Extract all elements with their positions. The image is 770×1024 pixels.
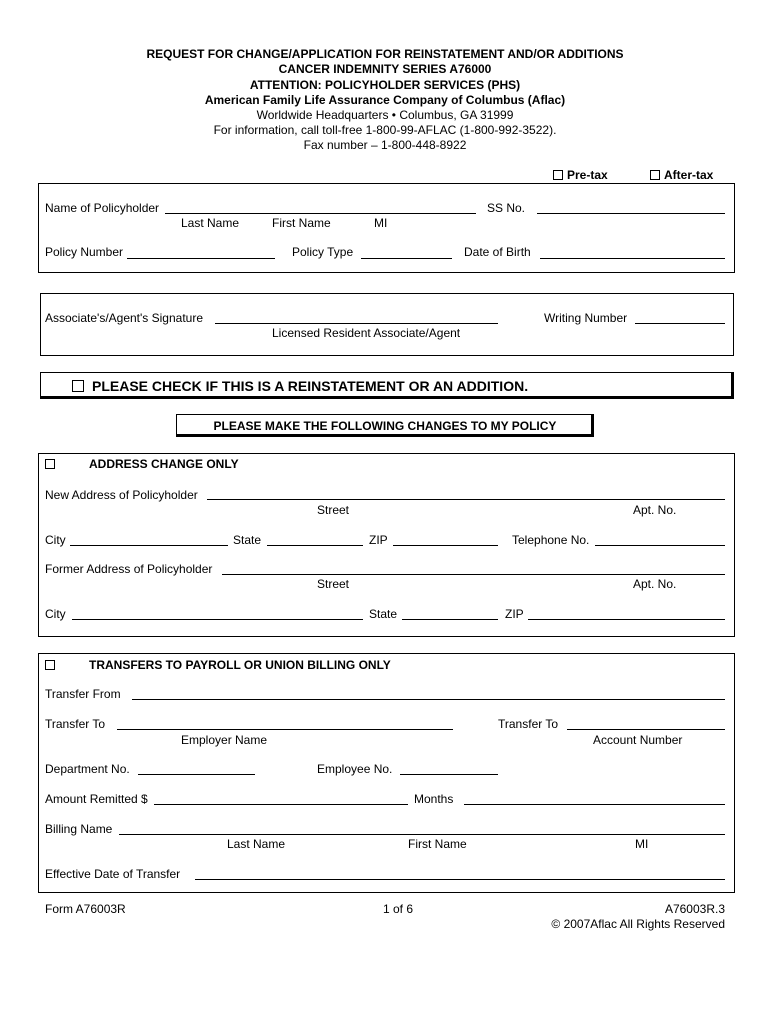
series-line: CANCER INDEMNITY SERIES A76000 <box>278 62 492 76</box>
info-line: For information, call toll-free 1-800-99-AFLAC (1-800-992-3522). <box>213 123 557 137</box>
checkbox-icon[interactable] <box>650 170 660 180</box>
department-label: Department No. <box>45 762 130 776</box>
reinstatement-option[interactable] <box>72 378 528 394</box>
checkbox-icon[interactable] <box>45 459 55 469</box>
former-zip-label: ZIP <box>505 607 524 621</box>
first-name-caption: First Name <box>272 216 331 230</box>
months-label: Months <box>414 792 454 806</box>
employee-label: Employee No. <box>317 762 393 776</box>
state-field[interactable] <box>267 545 363 546</box>
attention-line: ATTENTION: POLICYHOLDER SERVICES (PHS) <box>249 78 521 92</box>
form-code: A76003R.3 <box>664 902 725 916</box>
policy-number-field[interactable] <box>127 258 275 259</box>
former-address-label: Former Address of Policyholder <box>45 562 213 576</box>
policy-number-label: Policy Number <box>45 245 124 259</box>
zip-field[interactable] <box>393 545 498 546</box>
reinstatement-label: PLEASE CHECK IF THIS IS A REINSTATEMENT OR AN ADDITION. <box>92 378 529 394</box>
agent-signature-label: Associate's/Agent's Signature <box>45 311 204 325</box>
account-caption: Account Number <box>593 733 683 747</box>
ssn-label: SS No. <box>487 201 526 215</box>
fax-line: Fax number – 1-800-448-8922 <box>303 138 467 152</box>
writing-number-field[interactable] <box>635 323 725 324</box>
checkbox-icon[interactable] <box>72 380 84 392</box>
transfer-to-label: Transfer To <box>45 717 106 731</box>
billing-name-label: Billing Name <box>45 822 113 836</box>
new-address-field[interactable] <box>207 499 725 500</box>
agent-signature-field[interactable] <box>215 323 498 324</box>
company-line: American Family Life Assurance Company of Columbus (Aflac) <box>204 93 566 107</box>
billing-last-caption: Last Name <box>227 837 286 851</box>
former-city-field[interactable] <box>72 619 363 620</box>
policyholder-name-label: Name of Policyholder <box>45 201 160 215</box>
effective-date-label: Effective Date of Transfer <box>45 867 181 881</box>
transfer-from-label: Transfer From <box>45 687 121 701</box>
former-address-field[interactable] <box>222 574 725 575</box>
transfer-to-field[interactable] <box>117 729 453 730</box>
former-state-field[interactable] <box>402 619 498 620</box>
state-label: State <box>233 533 262 547</box>
policyholder-name-field[interactable] <box>165 213 476 214</box>
former-zip-field[interactable] <box>528 619 725 620</box>
department-field[interactable] <box>138 774 255 775</box>
dob-field[interactable] <box>540 258 725 259</box>
former-state-label: State <box>369 607 398 621</box>
address-heading[interactable] <box>45 457 239 471</box>
billing-name-field[interactable] <box>119 834 725 835</box>
writing-number-label: Writing Number <box>544 311 628 325</box>
former-city-label: City <box>45 607 66 621</box>
months-field[interactable] <box>464 804 725 805</box>
checkbox-icon[interactable] <box>553 170 563 180</box>
page-number: 1 of 6 <box>383 902 414 916</box>
transfers-heading[interactable] <box>45 658 391 672</box>
copyright: © 2007Aflac All Rights Reserved <box>551 917 725 931</box>
street-caption: Street <box>317 577 350 591</box>
licensed-caption: Licensed Resident Associate/Agent <box>272 326 461 340</box>
hq-line: Worldwide Headquarters • Columbus, GA 31999 <box>256 108 514 122</box>
dob-label: Date of Birth <box>464 245 531 259</box>
form-title: REQUEST FOR CHANGE/APPLICATION FOR REINSTATEMENT AND/OR ADDITIONS <box>146 47 624 61</box>
street-caption: Street <box>317 503 350 517</box>
amount-field[interactable] <box>154 804 408 805</box>
transfers-heading-label: TRANSFERS TO PAYROLL OR UNION BILLING ONLY <box>89 658 391 672</box>
account-number-field[interactable] <box>567 729 725 730</box>
telephone-field[interactable] <box>595 545 725 546</box>
billing-mi-caption: MI <box>635 837 649 851</box>
aftertax-option[interactable] <box>650 168 713 182</box>
checkbox-icon[interactable] <box>45 660 55 670</box>
address-heading-label: ADDRESS CHANGE ONLY <box>89 457 239 471</box>
policy-type-field[interactable] <box>361 258 452 259</box>
employer-caption: Employer Name <box>181 733 268 747</box>
policy-type-label: Policy Type <box>292 245 354 259</box>
ssn-field[interactable] <box>537 213 725 214</box>
aftertax-label: After-tax <box>664 168 714 182</box>
billing-first-caption: First Name <box>408 837 467 851</box>
last-name-caption: Last Name <box>181 216 240 230</box>
apt-caption: Apt. No. <box>633 503 677 517</box>
transfer-to-account-label: Transfer To <box>498 717 559 731</box>
pretax-label: Pre-tax <box>567 168 608 182</box>
zip-label: ZIP <box>369 533 388 547</box>
employee-field[interactable] <box>400 774 498 775</box>
city-field[interactable] <box>70 545 228 546</box>
telephone-label: Telephone No. <box>512 533 590 547</box>
city-label: City <box>45 533 66 547</box>
amount-label: Amount Remitted $ <box>45 792 148 806</box>
pretax-option[interactable] <box>553 168 608 182</box>
mi-caption: MI <box>374 216 388 230</box>
apt-caption: Apt. No. <box>633 577 677 591</box>
transfer-from-field[interactable] <box>132 699 725 700</box>
new-address-label: New Address of Policyholder <box>45 488 198 502</box>
effective-date-field[interactable] <box>195 879 725 880</box>
changes-heading: PLEASE MAKE THE FOLLOWING CHANGES TO MY POLICY <box>213 419 557 433</box>
form-number: Form A76003R <box>45 902 126 916</box>
